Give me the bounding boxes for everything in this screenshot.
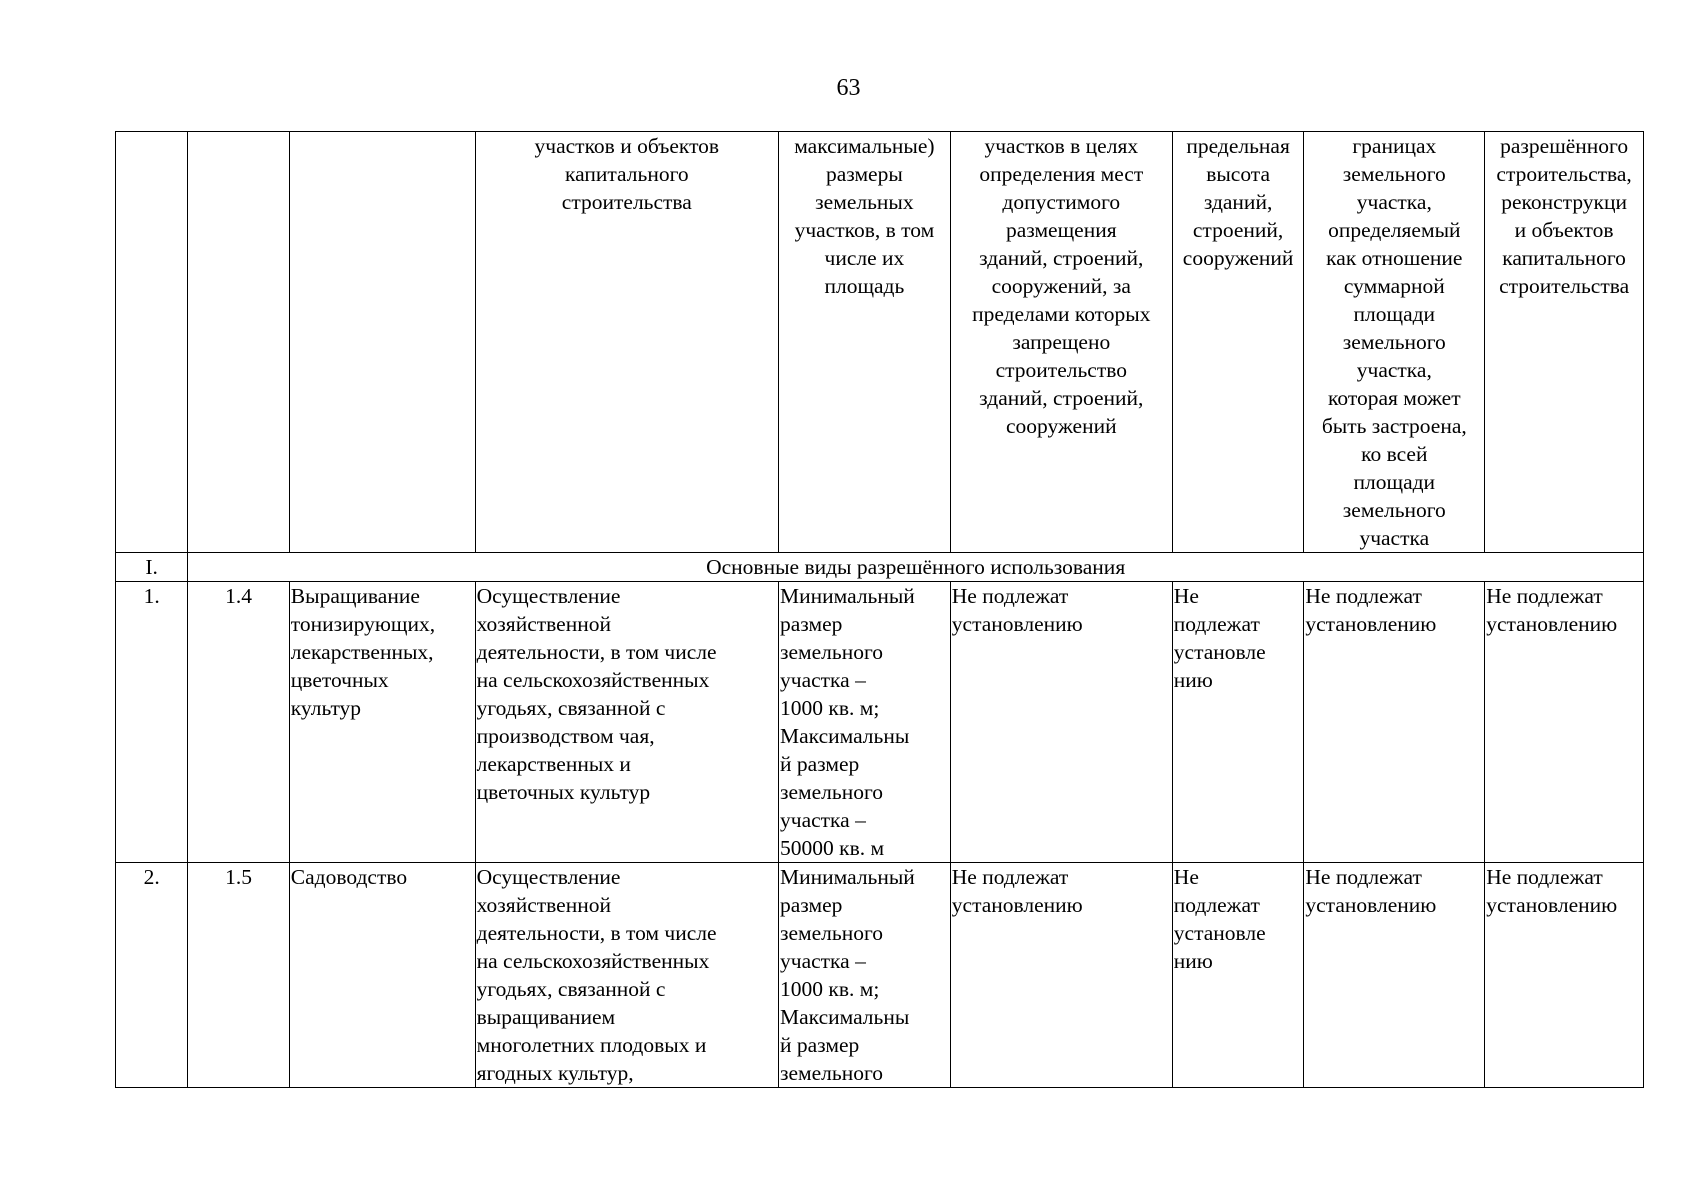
row-coverage: Не подлежат установлению <box>1304 582 1485 863</box>
row-number: 2. <box>116 863 188 1088</box>
page-number: 63 <box>836 75 861 101</box>
header-cell-7: предельная высота зданий, строений, сооружений <box>1172 132 1304 553</box>
row-coverage: Не подлежат установлению <box>1304 863 1485 1088</box>
row-name: Выращивание тонизирующих, лекарственных, цветочных культур <box>289 582 475 863</box>
section-title: Основные виды разрешённого использования <box>188 553 1644 582</box>
header-cell-2 <box>188 132 289 553</box>
header-cell-4: участков и объектов капитального строительства <box>475 132 778 553</box>
section-row <box>116 553 1644 582</box>
row-height: Не подлежат установле нию <box>1172 863 1304 1088</box>
section-number: I. <box>116 553 188 582</box>
row-height: Не подлежат установле нию <box>1172 582 1304 863</box>
row-other: Не подлежат установлению <box>1485 582 1644 863</box>
header-cell-6: участков в целях определения мест допустимого размещения зданий, строений, сооружений, за пределами которых запрещено строительство зданий, строений, сооружений <box>950 132 1172 553</box>
row-name: Садоводство <box>289 863 475 1088</box>
row-setbacks: Не подлежат установлению <box>950 582 1172 863</box>
row-setbacks: Не подлежат установлению <box>950 863 1172 1088</box>
row-description: Осуществление хозяйственной деятельности, в том числе на сельскохозяйственных угодьях, связанной с выращиванием многолетних плодовых и ягодных культур, <box>475 863 778 1088</box>
row-code: 1.4 <box>188 582 289 863</box>
header-cell-1 <box>116 132 188 553</box>
header-cell-3 <box>289 132 475 553</box>
land-use-table <box>115 131 1644 1088</box>
header-cell-9: разрешённого строительства, реконструкци и объектов капитального строительства <box>1485 132 1644 553</box>
header-row-continuation <box>116 132 1644 553</box>
row-plot-size: Минимальный размер земельного участка – 1000 кв. м; Максимальны й размер земельного <box>779 863 951 1088</box>
row-plot-size: Минимальный размер земельного участка – 1000 кв. м; Максимальны й размер земельного участка – 50000 кв. м <box>779 582 951 863</box>
row-other: Не подлежат установлению <box>1485 863 1644 1088</box>
row-description: Осуществление хозяйственной деятельности, в том числе на сельскохозяйственных угодьях, связанной с производством чая, лекарственных и цветочных культур <box>475 582 778 863</box>
header-cell-5: максимальные) размеры земельных участков, в том числе их площадь <box>779 132 951 553</box>
row-code: 1.5 <box>188 863 289 1088</box>
row-number: 1. <box>116 582 188 863</box>
header-cell-8: границах земельного участка, определяемый как отношение суммарной площади земельного участка, которая может быть застроена, ко всей площади земельного участка <box>1304 132 1485 553</box>
table-row <box>116 863 1644 1088</box>
table-row <box>116 582 1644 863</box>
